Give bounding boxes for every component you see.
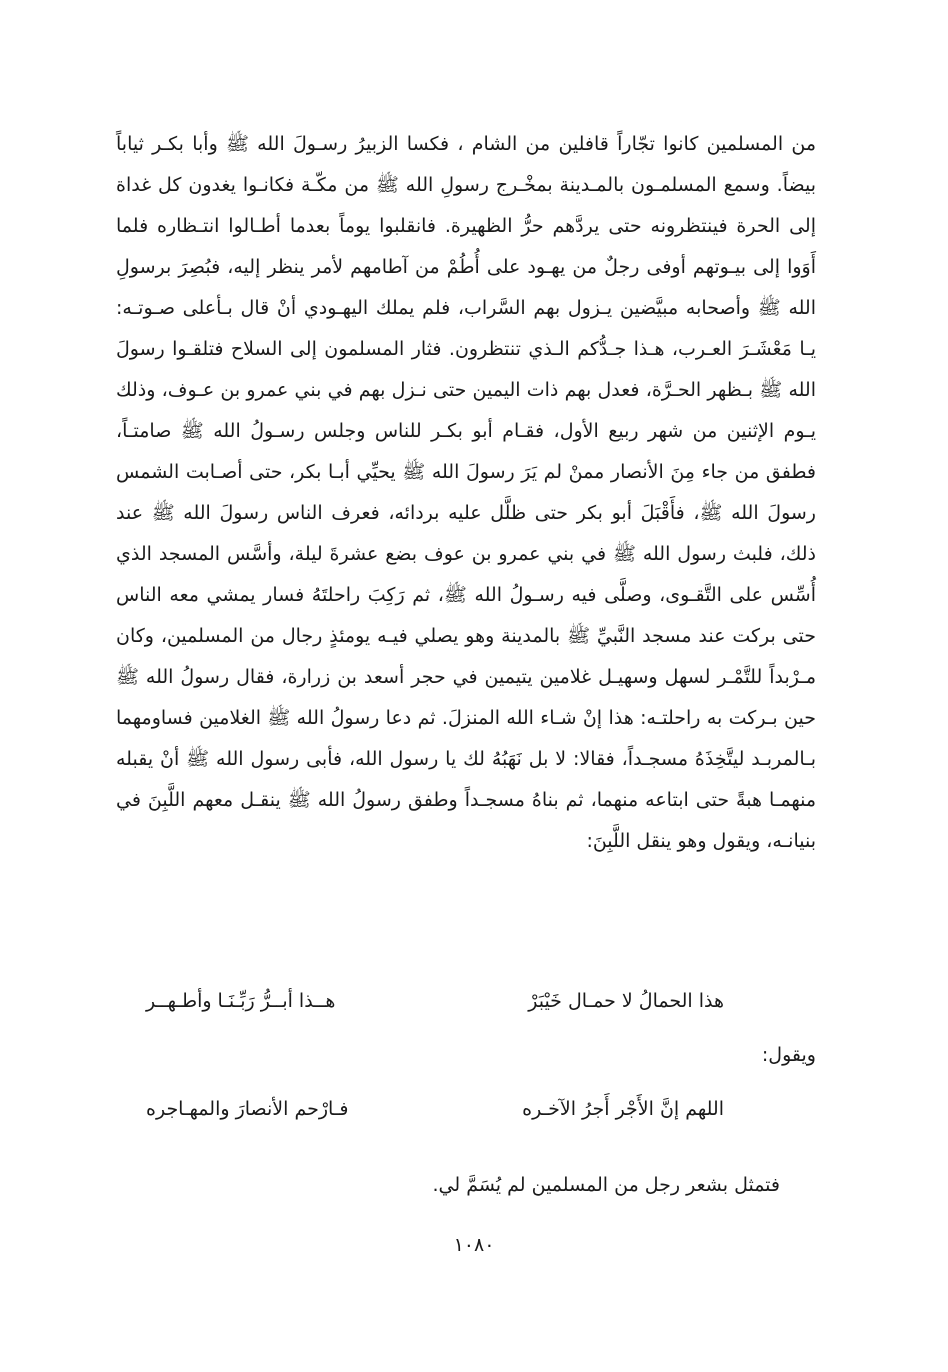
verse-2-second-hemistich: فـارْحم الأنصارَ والمهـاجره [146,1098,349,1120]
verse-line-1 [116,986,816,1016]
page-number: ١٠٨٠ [453,1234,495,1256]
main-paragraph: من المسلمين كانوا تجّاراً قافلين من الشام ، فكسا الزبيرُ رسـولَ الله ﷺ وأبا بكـر ثياباً بيضاً. وسمع المسلمـون بالمـدينة بمخْـرج رسولِ الله ﷺ من مكّـة فكانـوا يغدون كل غداة إلى الحرة فينتظرونه حتى يردَّهم حرُّ الظهيرة. فانقلبوا يوماً بعدما أطـالوا انتـظاره فلما أَوَوا إلى بيـوتهم أوفى رجلٌ من يهـود على أُطُمْ من آطامهم لأمر ينظر إليه، فبُصِرَ برسولِ الله ﷺ وأصحابه مبيَّضين يـزول بهم السَّراب، فلم يملك اليهـودي أنْ قال بـأعلى صـوتـه: يـا مَعْشَـرَ العـرب، هـذا جـدُّكم الـذي تنتظرون. فثار المسلمون إلى السلاح فتلقـوا رسولَ الله ﷺ بـظهر الحـرَّة، فعدل بهم ذات اليمين حتى نـزل بهم في بني عمرو بن عـوف، وذلك يـوم الإثنين من شهر ربيع الأول، فقـام أبو بكـر للناس وجلس رسـولُ الله ﷺ صامتـاً، فطفق من جاء مِنَ الأنصار ممنْ لم يَرَ رسولَ الله ﷺ يحيِّي أبـا بكر، حتى أصـابت الشمس رسولَ الله ﷺ، فأَقْبَلَ أبو بكر حتى ظلَّل عليه بردائه، فعرف الناس رسولَ الله ﷺ عند ذلك، فلبث رسول الله ﷺ في بني عمرو بن عوف بضع عشرةَ ليلة، وأسَّس المسجد الذي أُسِّس على التَّقـوى، وصلَّى فيه رسـولُ الله ﷺ، ثم رَكِبَ راحلتَهُ فسار يمشي معه الناس حتى بركت عند مسجد النَّبيِّ ﷺ بالمدينة وهو يصلي فيـه يومئذٍ رجال من المسلمين، وكان مـرْبداً للتَّمْـر لسهل وسهيـل غلامين يتيمين في حجر أسعد بن زرارة، فقال رسولُ الله ﷺ حين بـركت به راحلتـه: هذا إنْ شـاء الله المنزلَ. ثم دعا رسولُ الله ﷺ الغلامين فساومهما بـالمربـد ليتَّخِذَهُ مسجـداً، فقالا: لا بل نَهَبُهُ لك يا رسول الله، فأبى رسول الله ﷺ أنْ يقبله منهمـا هبةً حتى ابتاعه منهما، ثم بناهُ مسجـداً وطفق رسولُ الله ﷺ ينقـل معهم اللَّبِنَ في بنيانـه، ويقول وهو ينقل اللَّبِنَ: [116,133,816,852]
verse-intro: ويقول: [761,1044,816,1066]
verse-2-first-hemistich: اللهم إنَّ الأَجْر أَجرُ الآخـره [522,1098,724,1120]
body-text [116,124,816,862]
verse-1-first-hemistich: هذا الحمالُ لا حمـال خَيْبَرْ [528,990,724,1012]
verse-1-second-hemistich: هــذا أبــرُّ رَبِّـنَـا وأطـهــر [146,990,336,1012]
verse-line-2 [116,1094,816,1124]
closing-sentence: فتمثل بشعر رجل من المسلمين لم يُسَمَّ لي. [432,1174,780,1196]
